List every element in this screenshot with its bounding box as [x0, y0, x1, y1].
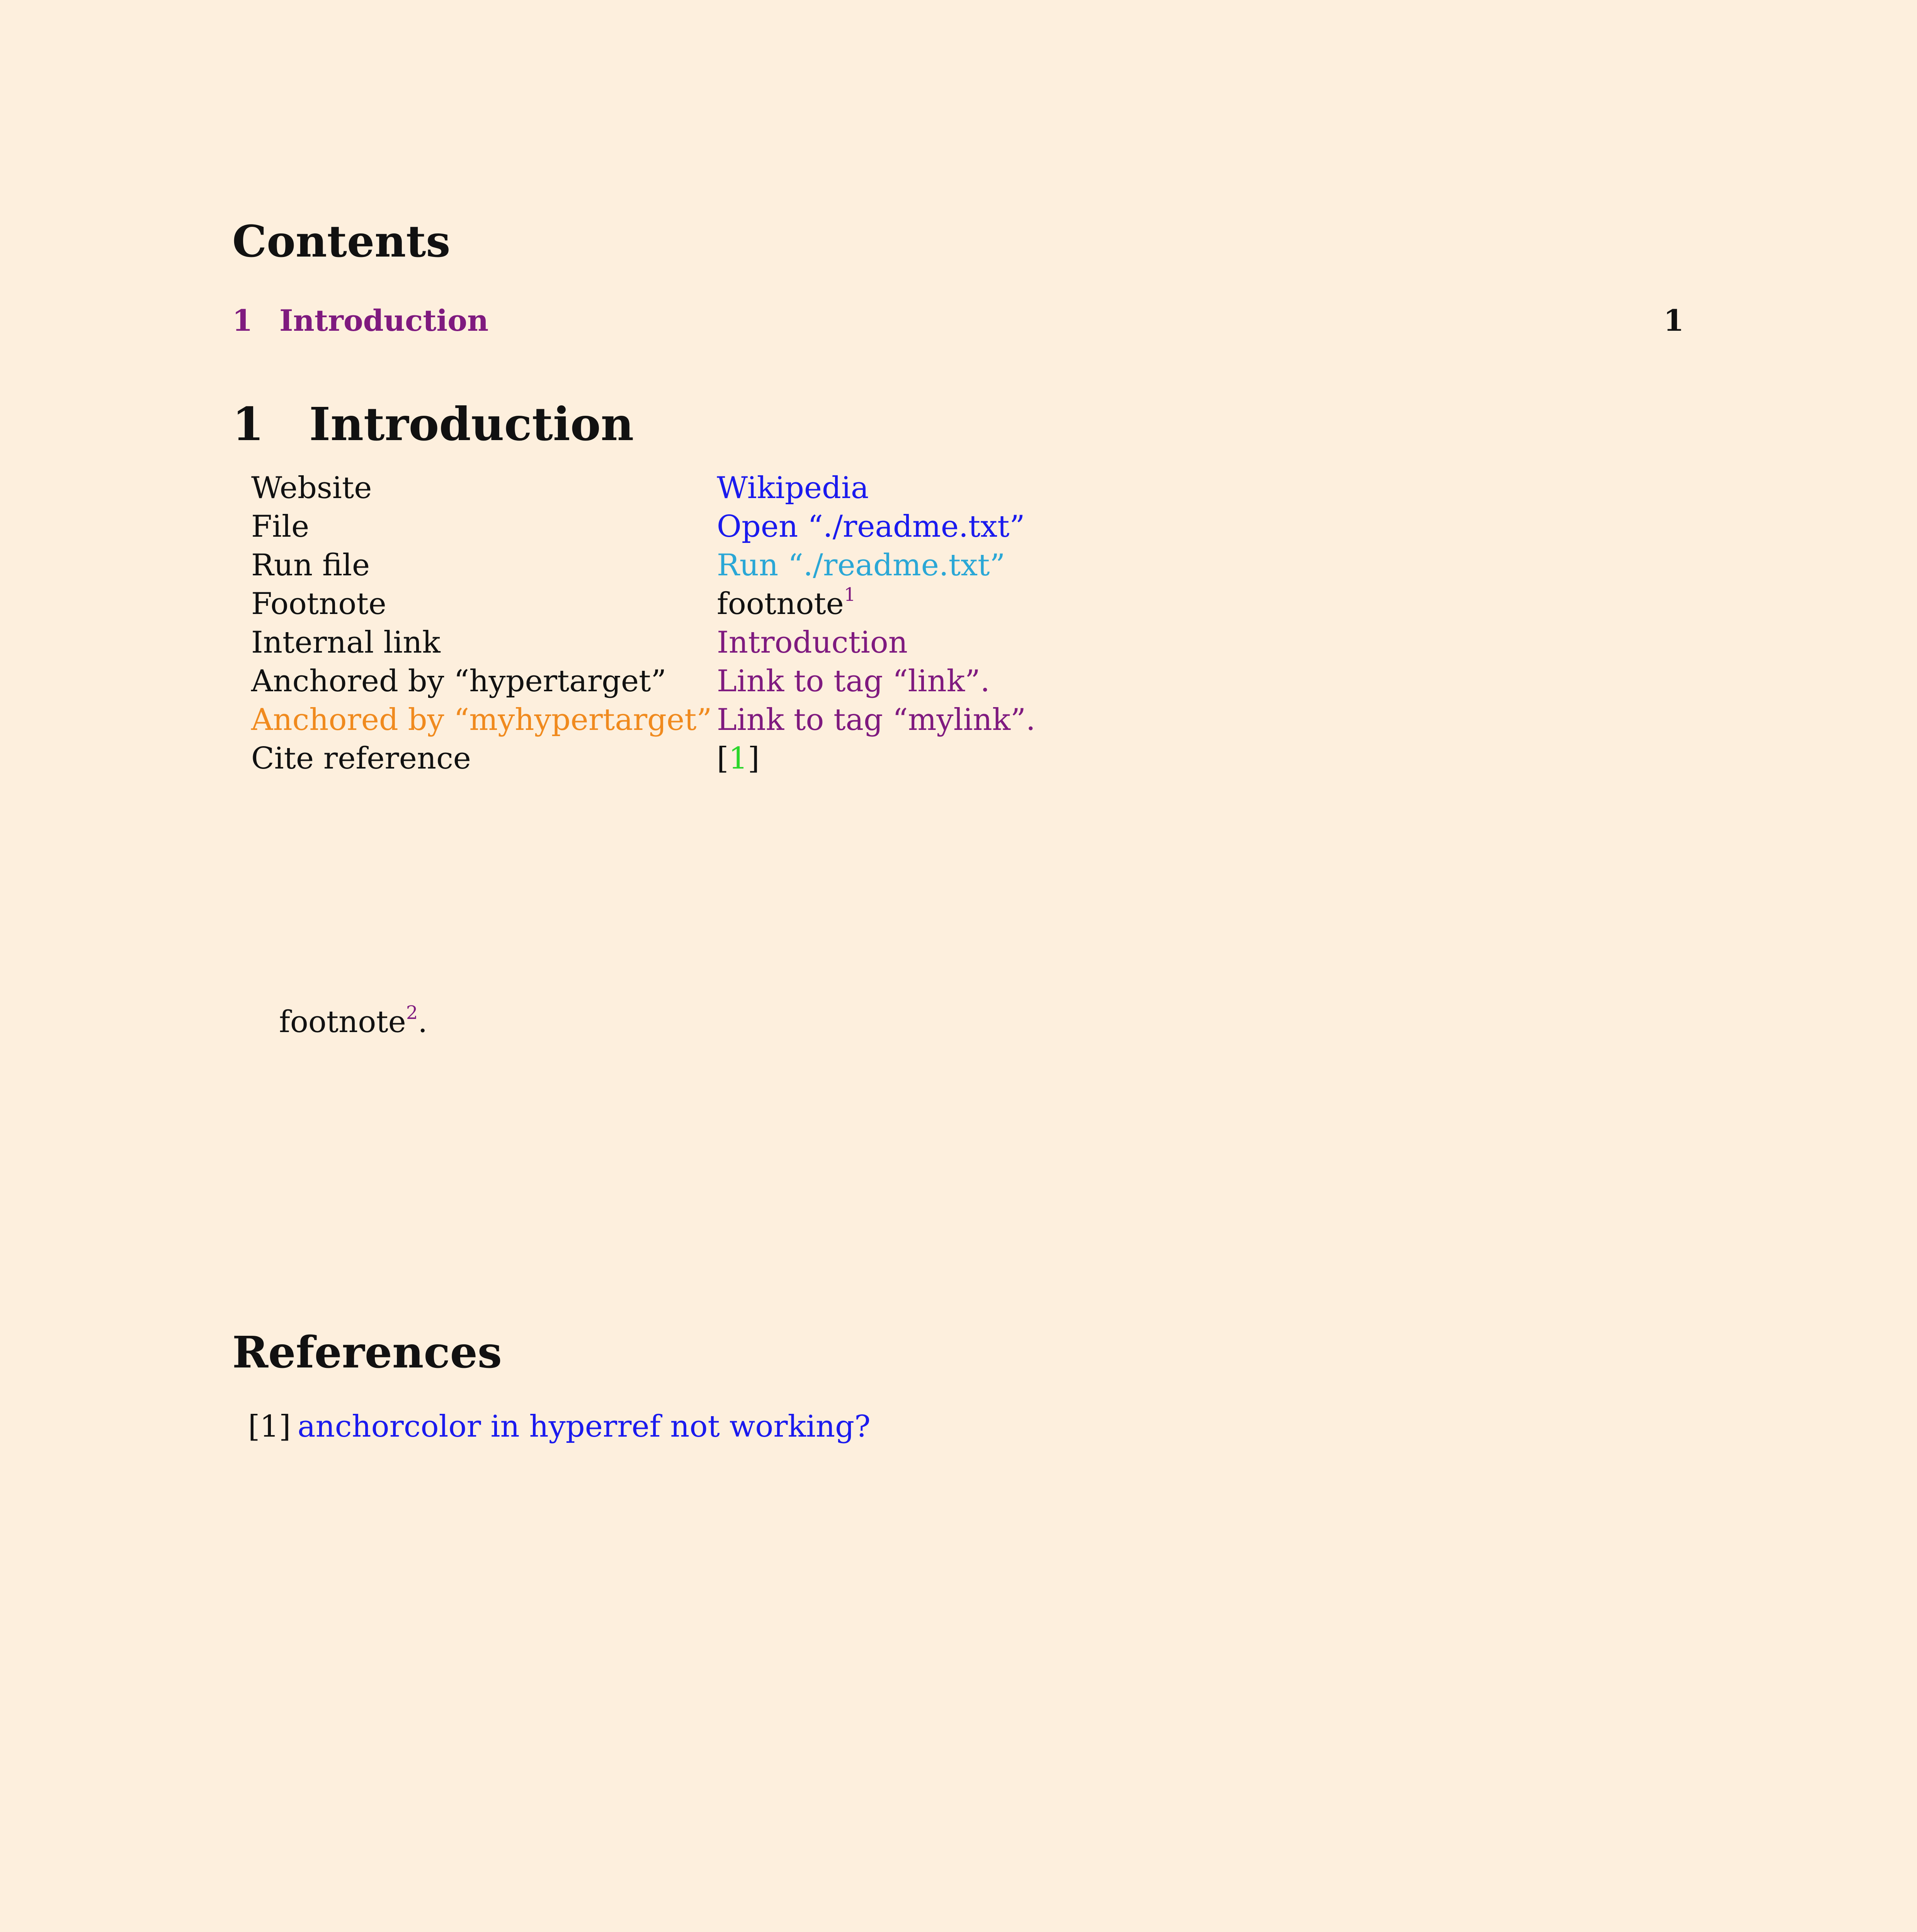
toc-entry-introduction-link[interactable]: Introduction [279, 303, 489, 338]
body-footnote-line [279, 1002, 428, 1039]
website-link[interactable]: Wikipedia [717, 471, 869, 505]
tag-link-link[interactable]: Link to tag “link”. [717, 664, 990, 699]
section-title: Introduction [309, 397, 634, 451]
contents-heading: Contents [232, 216, 451, 267]
row-label-file: File [251, 509, 310, 544]
row-label-run-file: Run file [251, 548, 370, 583]
toc-entry-page: 1 [1664, 303, 1684, 338]
row-label-myhypertarget-anchor: Anchored by “myhypertarget” [251, 702, 712, 737]
internal-link[interactable]: Introduction [717, 625, 908, 660]
section-number: 1 [232, 397, 264, 451]
row-label-footnote: Footnote [251, 587, 386, 621]
reference-link[interactable]: anchorcolor in hyperref not working? [298, 1409, 871, 1444]
cite-open-bracket: [ [717, 741, 729, 776]
cite-link[interactable]: 1 [728, 741, 748, 776]
cite-cell [717, 741, 760, 776]
footnote-mark-link[interactable]: 1 [844, 584, 856, 605]
toc-entry-number[interactable]: 1 [232, 303, 253, 338]
row-label-cite-reference: Cite reference [251, 741, 471, 776]
row-label-website: Website [251, 471, 372, 505]
run-file-link[interactable]: Run “./readme.txt” [717, 548, 1005, 583]
row-label-internal-link: Internal link [251, 625, 441, 660]
cite-close-bracket: ] [748, 741, 760, 776]
footnote-text: footnote [717, 587, 844, 621]
body-footnote-text: footnote [279, 1005, 406, 1039]
row-label-hypertarget: Anchored by “hypertarget” [251, 664, 667, 699]
body-footnote-mark-link[interactable]: 2 [406, 1002, 418, 1024]
body-footnote-period: . [418, 1005, 428, 1039]
references-heading: References [232, 1327, 502, 1378]
footnote-cell [717, 584, 856, 621]
file-link[interactable]: Open “./readme.txt” [717, 509, 1025, 544]
tag-mylink-link[interactable]: Link to tag “mylink”. [717, 702, 1036, 737]
reference-label: [1] [248, 1409, 291, 1444]
